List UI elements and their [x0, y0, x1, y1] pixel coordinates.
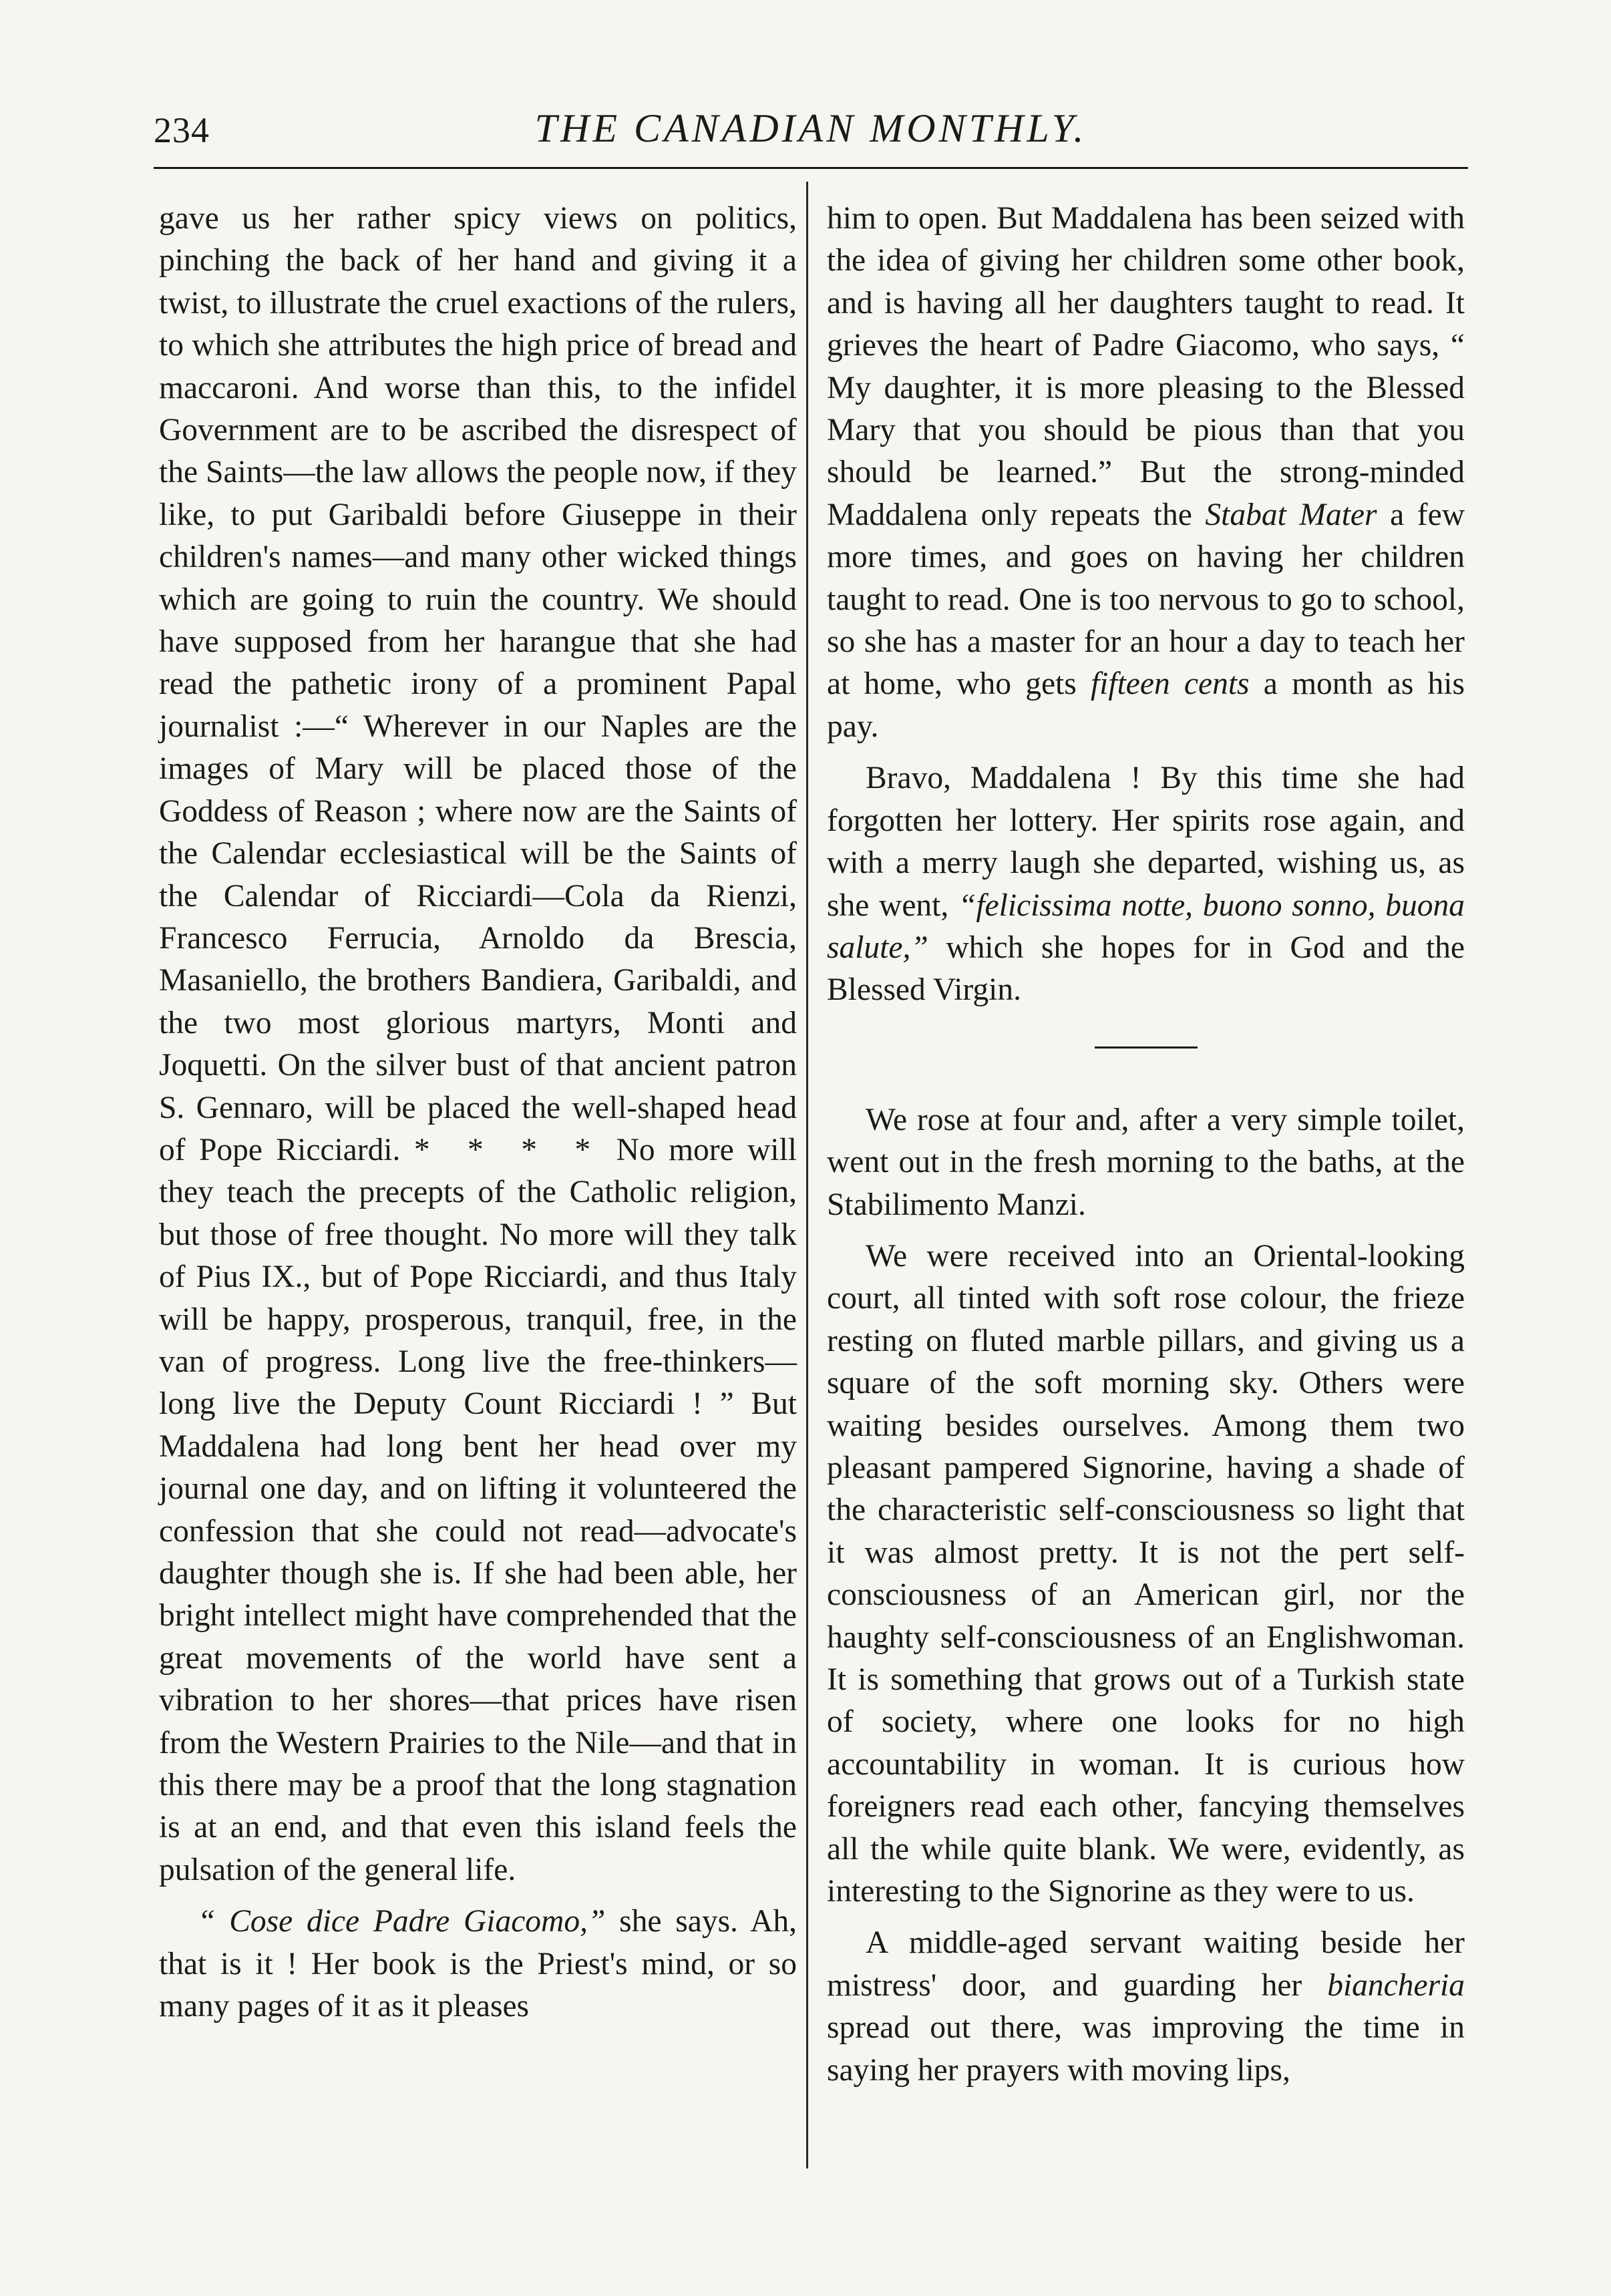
paragraph — [827, 198, 1465, 748]
paragraph-text: A middle-aged servant waiting beside her mistress' door, and guarding her — [827, 1925, 1465, 2003]
left-column — [159, 198, 797, 2028]
italic-phrase: fifteen cents — [1090, 666, 1250, 702]
header-rule — [154, 167, 1468, 169]
paragraph-text: she says. Ah, that is it ! Her book is the Priest's mind, or so many pages of it as it pleases — [159, 1904, 797, 2024]
right-column — [827, 198, 1465, 2092]
paragraph-text: a few more times, and goes on having her children taught to read. One is too nervous to go to school, so she has a master for an hour a day to teach her at home, who gets — [827, 497, 1465, 702]
paragraph-text: a month as his pay. — [827, 666, 1465, 744]
italic-phrase: “felicissima notte, buono sonno, buona salute,” — [827, 888, 1465, 965]
paragraph — [159, 1901, 797, 2028]
paragraph-text: which she hopes for in God and the Blessed Virgin. — [827, 930, 1465, 1008]
paragraph — [827, 1922, 1465, 2092]
page-number: 234 — [154, 110, 210, 150]
paragraph-text: him to open. But Maddalena has been seized with the idea of giving her children some other book, and is having all her daughters taught to read. It grieves the heart of Padre Giacomo, who says, “ My daughter, it is more pleasing to the Blessed Mary that you should be pious than that you should be learned.” But the strong-minded Maddalena only repeats the — [827, 201, 1465, 532]
running-title: THE CANADIAN MONTHLY. — [534, 106, 1087, 150]
asterism: * * * * — [413, 1132, 603, 1167]
paragraph-text: gave us her rather spicy views on politics, pinching the back of her hand and giving it a twist, to illustrate the cruel exactions of the rulers, to which she attributes the high price of bread and maccaroni. And worse than this, to the infidel Government are to be ascribed the disrespect of the Saints—the law allows the people now, if they like, to put Garibaldi before Giuseppe in their children's names—and many other wicked things which are going to ruin the country. We should have supposed from her harangue that she had read the pathetic irony of a prominent Papal journalist :—“ Wherever in our Naples are the images of Mary will be placed those of the Goddess of Reason ; where now are the Saints of the Calendar ecclesiastical will be the Saints of the Calendar of Ricciardi—Cola da Rienzi, Francesco Ferrucia, Arnoldo da Brescia, Masaniello, the brothers Bandiera, Garibaldi, and the two most glorious martyrs, Monti and Joquetti. On the silver bust of that ancient patron S. Gennaro, will be placed the well-shaped head of Pope Ricciardi. — [159, 201, 797, 1167]
page-header — [154, 102, 1468, 162]
paragraph: We were received into an Oriental-looking court, all tinted with soft rose colour, the frieze resting on fluted marble pillars, and giving us a square of the soft morning sky. Others were waiting besides ourselves. Among them two pleasant pampered Signorine, having a shade of the characteristic self-consciousness so light that it was almost pretty. It is not the pert self-consciousness of an American girl, nor the haughty self-consciousness of an Englishwoman. It is something that grows out of a Turkish state of society, where one looks for no high accountability in woman. It is curious how foreigners read each other, fancying themselves all the while quite blank. We were, evidently, as interesting to the Signorine as they were to us. — [827, 1238, 1465, 1909]
paragraph-text: spread out there, was improving the time in saying her prayers with moving lips, — [827, 2010, 1465, 2088]
paragraph — [827, 757, 1465, 1011]
column-rule — [806, 182, 808, 2168]
italic-phrase: Stabat Mater — [1205, 497, 1377, 532]
paragraph-text: Bravo, Maddalena ! By this time she had forgotten her lottery. Her spirits rose again, and with a merry laugh she departed, wishing us, as she went, — [827, 761, 1465, 923]
paragraph: We rose at four and, after a very simple toilet, went out in the fresh morning to the baths, at the Stabilimento Manzi. — [827, 1102, 1465, 1222]
italic-phrase: biancheria — [1327, 1967, 1465, 2003]
section-divider — [1095, 1046, 1198, 1048]
paragraph — [159, 198, 797, 1891]
italic-quote: “ Cose dice Padre Giacomo,” — [198, 1904, 606, 1939]
paragraph-text: No more will they teach the precepts of the Catholic religion, but those of free thought. No more will they talk of Pius IX., but of Pope Ricciardi, and thus Italy will be happy, prosperous, tranquil, free, in the van of progress. Long live the free-thinkers—long live the Deputy Count Ricciardi ! ” But Maddalena had long bent her head over my journal one day, and on lifting it volunteered the confession that she could not read—advocate's daughter though she is. If she had been able, her bright intellect might have comprehended that the great movements of the world have sent a vibration to her shores—that prices have risen from the Western Prairies to the Nile—and that in this there may be a proof that the long stagnation is at an end, and that even this island feels the pulsation of the general life. — [159, 1132, 797, 1887]
